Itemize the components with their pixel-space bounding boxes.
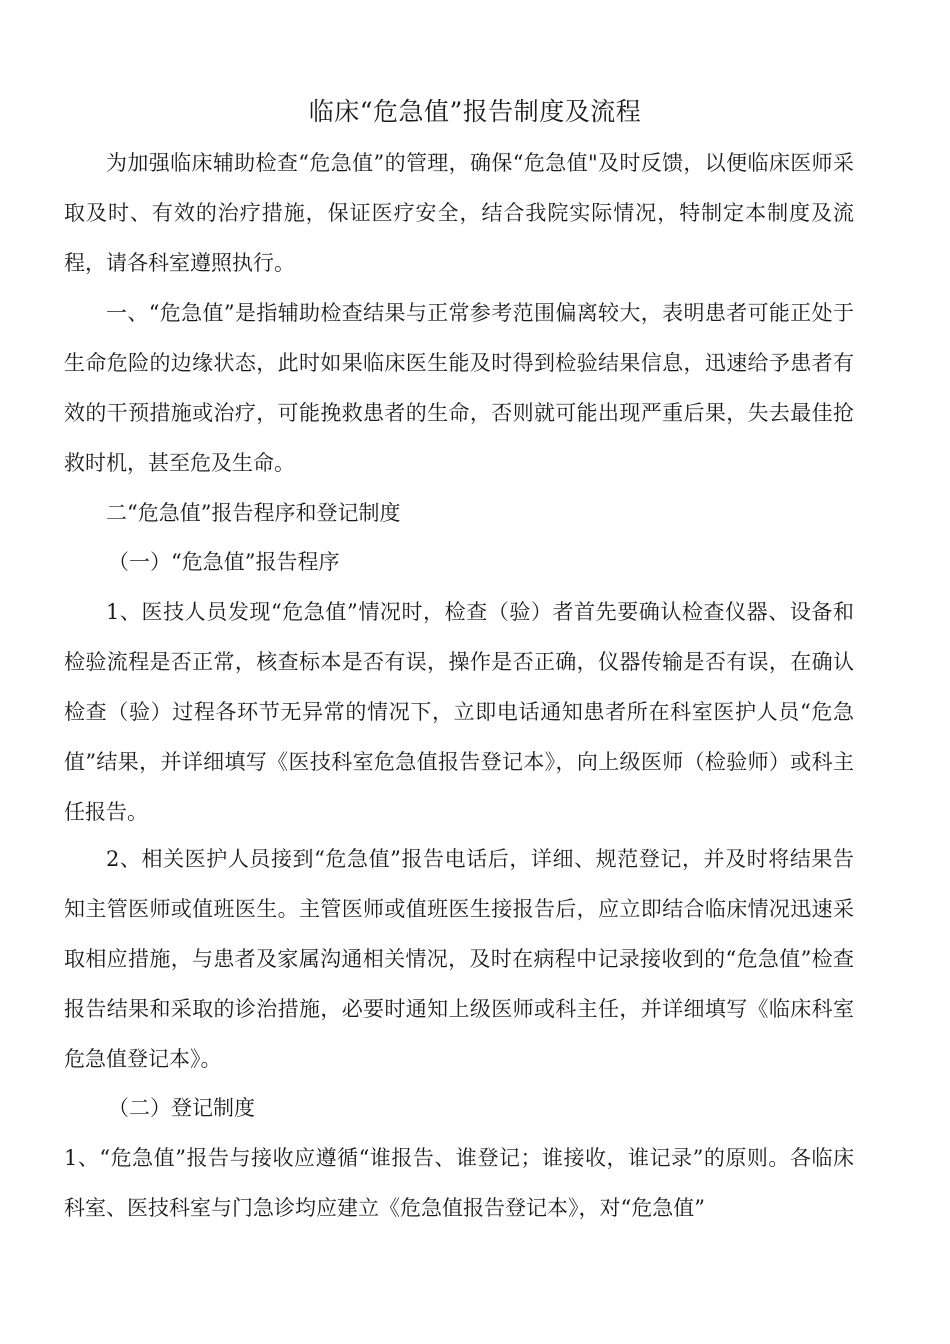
subsection-heading-reporting-procedure: （一）“危急值”报告程序 bbox=[108, 550, 340, 574]
section-heading-reporting-and-registration: 二“危急值”报告程序和登记制度 bbox=[106, 501, 401, 525]
procedure-item-2: 2、相关医护人员接到“危急值”报告电话后，详细、规范登记，并及时将结果告知主管医师或值班医生。主管医师或值班医生接报告后，应立即结合临床情况迅速采取相应措施，与患者及家属沟通相关情况，及时在病程中记录接收到的“危急值”检查报告结果和采取的诊治措施，必要时通知上级医师或科主任，并详细填写《临床科室危急值登记本》。 bbox=[64, 847, 854, 1071]
intro-paragraph: 为加强临床辅助检查“危急值”的管理，确保“危急值"及时反馈，以便临床医师采取及时、有效的治疗措施，保证医疗安全，结合我院实际情况，特制定本制度及流程，请各科室遵照执行。 bbox=[64, 151, 854, 275]
subsection-heading-registration-system: （二）登记制度 bbox=[108, 1096, 255, 1120]
definition-paragraph: 一、“危急值”是指辅助检查结果与正常参考范围偏离较大，表明患者可能正处于生命危险的边缘状态，此时如果临床医生能及时得到检验结果信息，迅速给予患者有效的干预措施或治疗，可能挽救患者的生命，否则就可能出现严重后果，失去最佳抢救时机，甚至危及生命。 bbox=[64, 301, 854, 475]
registration-item-1: 1、“危急值”报告与接收应遵循“谁报告、谁登记；谁接收，谁记录”的原则。各临床科室、医技科室与门急诊均应建立《危急值报告登记本》，对“危急值” bbox=[64, 1146, 854, 1220]
document-title: 临床“危急值”报告制度及流程 bbox=[308, 97, 642, 126]
procedure-item-1: 1、医技人员发现“危急值”情况时，检查（验）者首先要确认检查仪器、设备和检验流程是否正常，核查标本是否有误，操作是否正确，仪器传输是否有误，在确认检查（验）过程各环节无异常的情况下，立即电话通知患者所在科室医护人员“危急值”结果，并详细填写《医技科室危急值报告登记本》，向上级医师（检验师）或科主任报告。 bbox=[64, 600, 854, 824]
